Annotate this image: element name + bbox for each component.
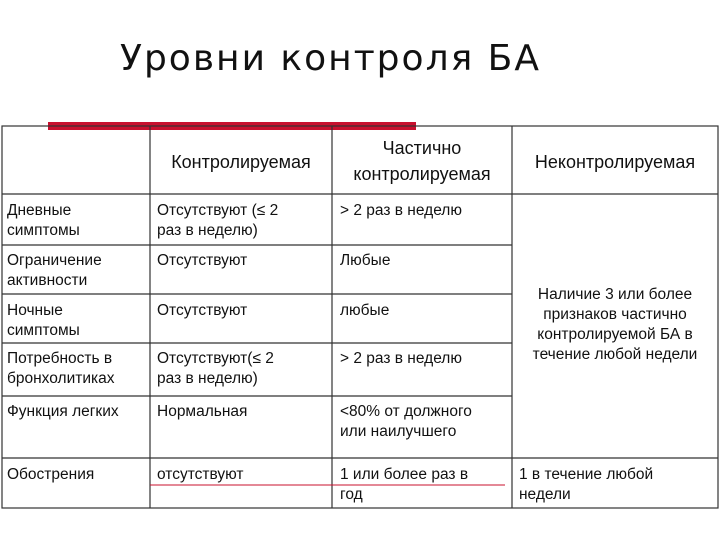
- uncontrolled-value: 1 в течение любой: [519, 466, 654, 483]
- partial-value: > 2 раз в неделю: [340, 202, 462, 219]
- partial-value: 1 или более раз в: [340, 466, 469, 483]
- row-label: Потребность в: [7, 350, 113, 367]
- controlled-value: раз в неделю): [157, 370, 258, 387]
- row-label: Обострения: [7, 466, 95, 483]
- uncontrolled-merged-text: контролируемой БА в: [537, 326, 693, 343]
- controlled-value: Отсутствуют(≤ 2: [157, 350, 274, 367]
- controlled-value: раз в неделю): [157, 222, 258, 239]
- controlled-value: Отсутствуют (≤ 2: [157, 202, 279, 219]
- row-label: Дневные: [7, 202, 72, 219]
- controlled-value: Отсутствуют: [157, 252, 248, 269]
- uncontrolled-value: недели: [519, 486, 571, 503]
- uncontrolled-merged-text: Наличие 3 или более: [537, 286, 693, 303]
- header-uncontrolled: Неконтролируемая: [534, 152, 696, 172]
- controlled-value: отсутствуют: [157, 466, 244, 483]
- row-label: Ограничение: [7, 252, 102, 269]
- partial-value: Любые: [340, 252, 391, 269]
- row-label: активности: [7, 272, 88, 289]
- row-label: Ночные: [7, 302, 63, 319]
- controlled-value: Отсутствуют: [157, 302, 248, 319]
- header-partial-line1: Частично: [382, 138, 462, 158]
- uncontrolled-merged-text: течение любой недели: [532, 346, 698, 363]
- controlled-value: Нормальная: [157, 403, 248, 420]
- partial-value: любые: [340, 302, 390, 319]
- partial-value: <80% от должного: [340, 403, 472, 420]
- partial-value: > 2 раз в неделю: [340, 350, 462, 367]
- header-controlled: Контролируемая: [171, 152, 311, 172]
- row-label: симптомы: [7, 222, 80, 239]
- row-label: бронхолитиках: [7, 370, 115, 387]
- partial-value: год: [340, 486, 363, 503]
- header-partial-line2: контролируемая: [353, 164, 491, 184]
- row-label: симптомы: [7, 322, 80, 339]
- uncontrolled-merged-text: признаков частично: [543, 306, 687, 323]
- row-label: Функция легких: [7, 403, 119, 420]
- page-title: Уровни контроля БА: [120, 38, 541, 79]
- partial-value: или наилучшего: [340, 423, 457, 440]
